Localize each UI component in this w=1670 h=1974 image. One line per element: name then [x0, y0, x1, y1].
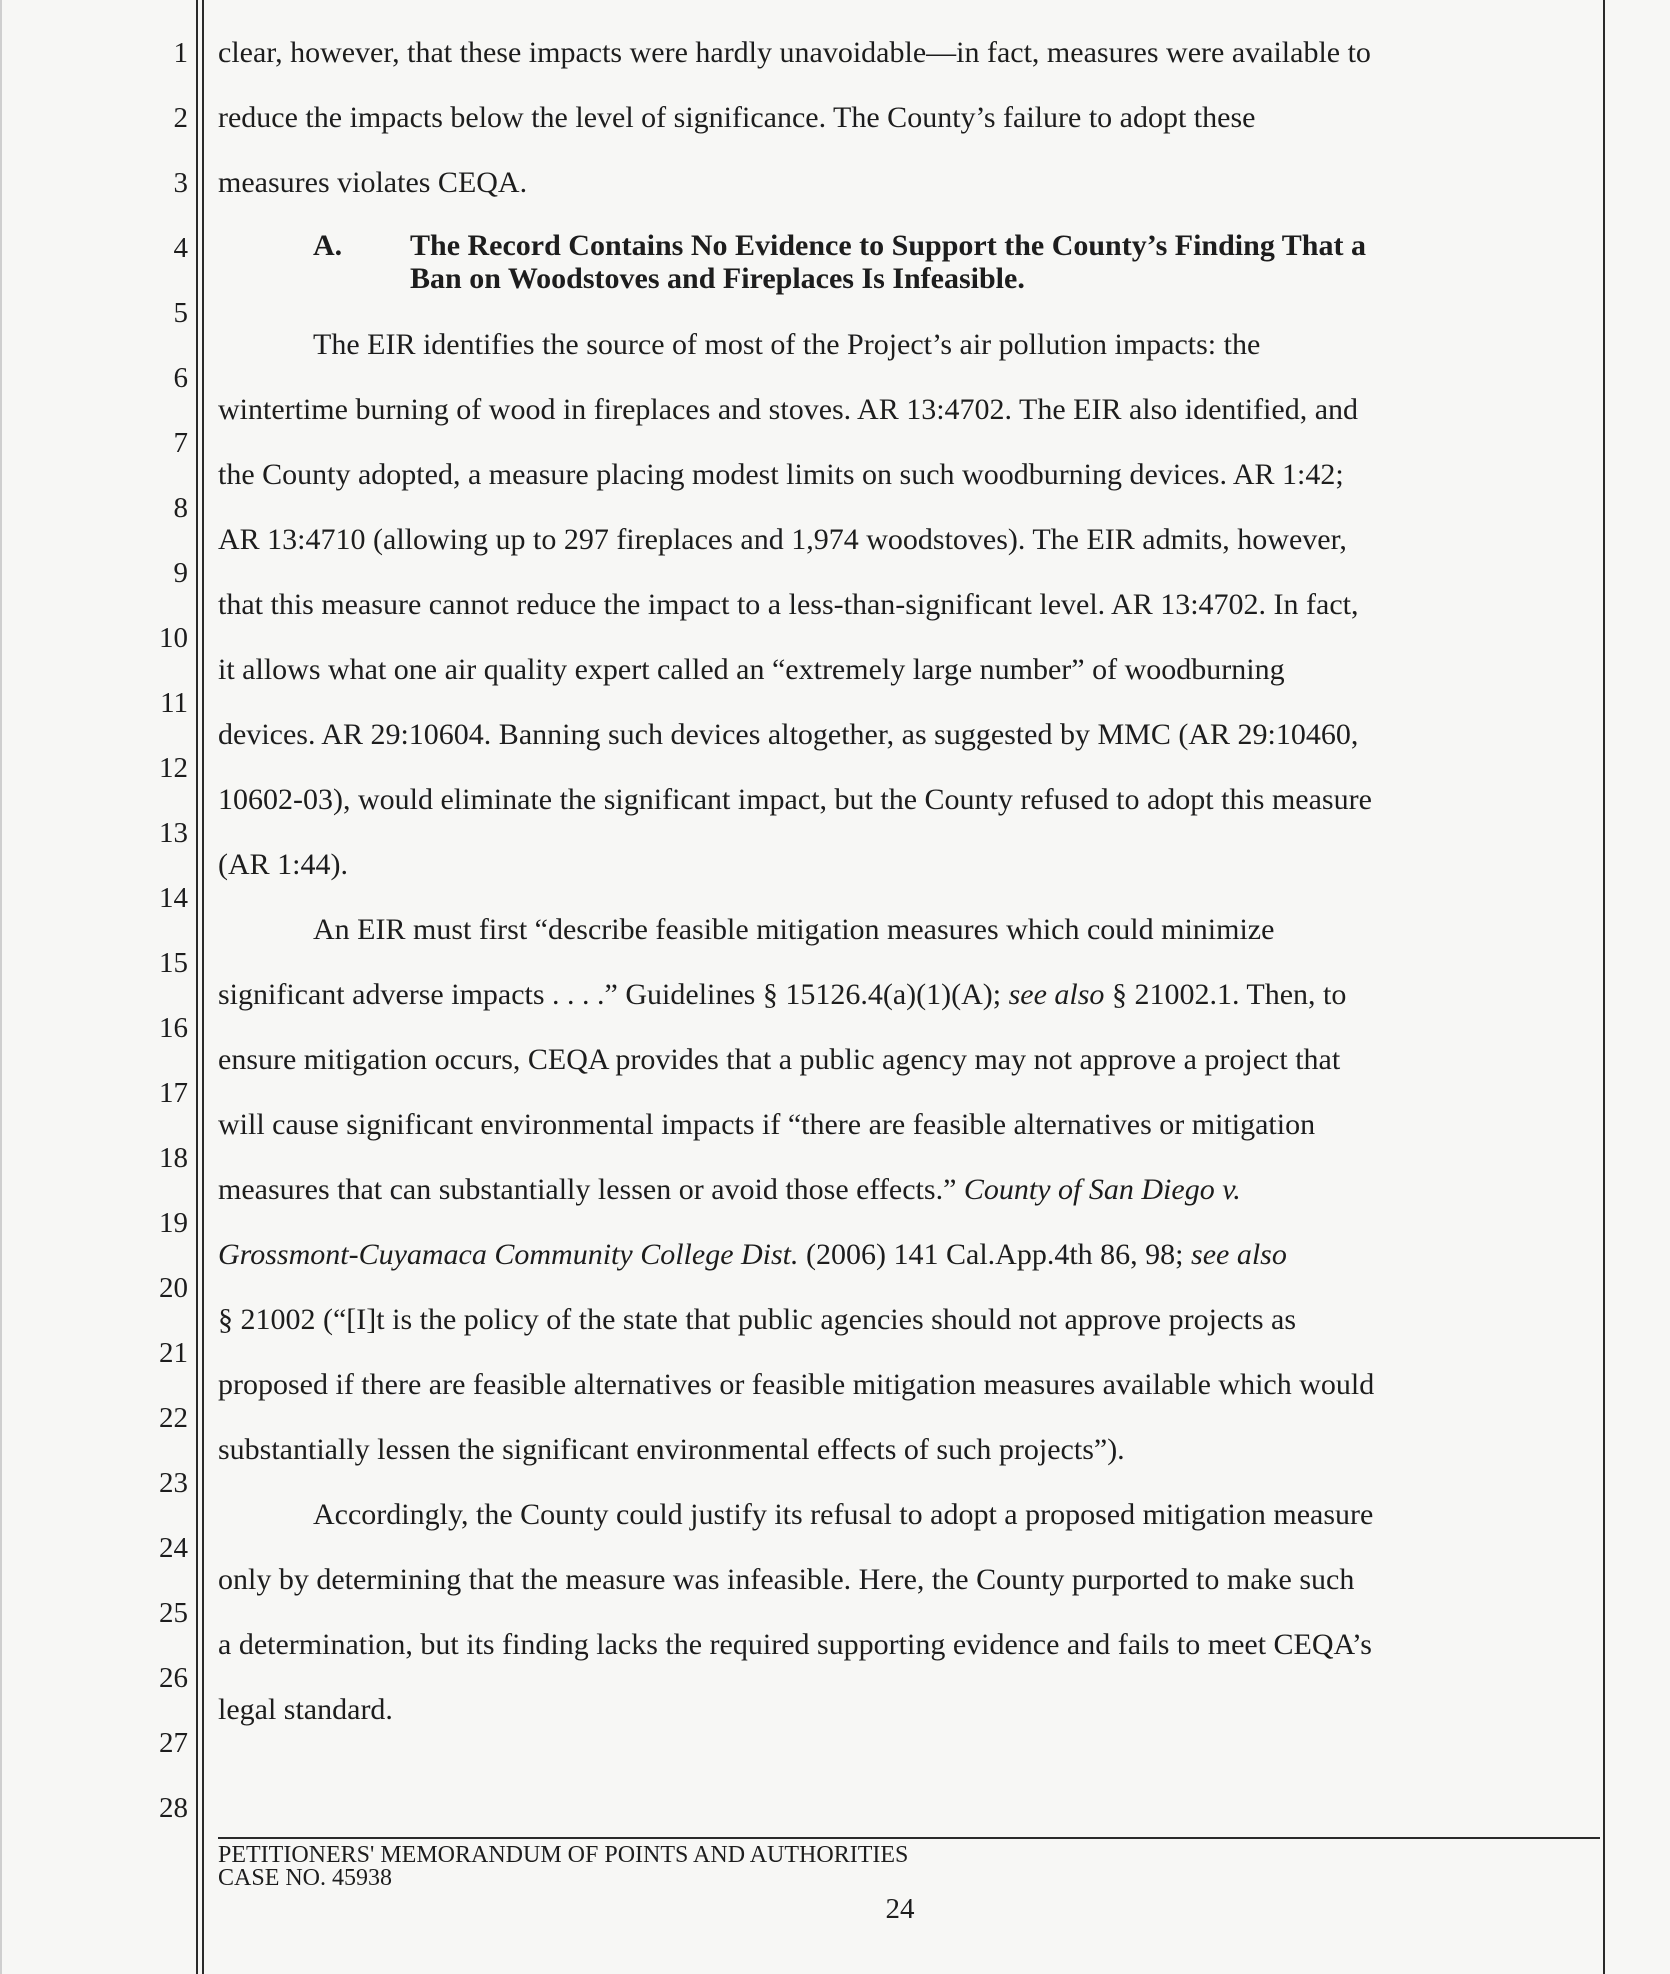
line-number: 5 — [173, 297, 188, 329]
text-line — [218, 1172, 1241, 1208]
text-line: proposed if there are feasible alternatives or feasible mitigation measures available which would — [218, 1368, 1375, 1401]
line-number: 28 — [159, 1792, 188, 1824]
italic-signal: see also — [1008, 978, 1105, 1011]
case-name: Grossmont-Cuyamaca Community College Dist. — [218, 1238, 799, 1271]
italic-signal: see also — [1191, 1238, 1287, 1271]
heading-letter: A. — [313, 229, 343, 262]
line-number: 3 — [173, 167, 188, 199]
page-edge — [0, 0, 2, 1974]
line-number: 7 — [173, 427, 188, 459]
text-line: ensure mitigation occurs, CEQA provides that a public agency may not approve a project that — [218, 1043, 1341, 1076]
text-line: a determination, but its finding lacks the required supporting evidence and fails to meet CEQA’s — [218, 1628, 1372, 1661]
case-name: County of San Diego v. — [963, 1173, 1241, 1206]
line-number: 1 — [173, 37, 188, 69]
line-number: 12 — [159, 752, 188, 784]
line-number: 22 — [159, 1402, 188, 1434]
text-line: 10602-03), would eliminate the significant impact, but the County refused to adopt this measure — [218, 783, 1372, 816]
heading-line: Ban on Woodstoves and Fireplaces Is Infeasible. — [410, 262, 1025, 295]
line-number: 17 — [159, 1077, 188, 1109]
text-line: legal standard. — [218, 1693, 393, 1726]
line-number: 19 — [159, 1207, 188, 1239]
footer-rule — [218, 1837, 1600, 1839]
line-number: 21 — [159, 1337, 188, 1369]
text-line: that this measure cannot reduce the impact to a less-than-significant level. AR 13:4702. In fact, — [218, 588, 1359, 621]
text-line: it allows what one air quality expert called an “extremely large number” of woodburning — [218, 653, 1285, 686]
text-line: An EIR must first “describe feasible mitigation measures which could minimize — [313, 913, 1275, 946]
line-number: 23 — [159, 1467, 188, 1499]
text-line: reduce the impacts below the level of significance. The County’s failure to adopt these — [218, 101, 1256, 134]
footer-case-number: CASE NO. 45938 — [218, 1865, 393, 1891]
text-line: Accordingly, the County could justify its refusal to adopt a proposed mitigation measure — [313, 1498, 1374, 1531]
text-line: The EIR identifies the source of most of the Project’s air pollution impacts: the — [313, 328, 1261, 361]
left-margin-rule — [196, 0, 198, 1974]
line-number: 14 — [159, 882, 188, 914]
line-number: 20 — [159, 1272, 188, 1304]
right-margin-rule — [1603, 0, 1605, 1974]
line-number: 2 — [173, 102, 188, 134]
text-line: measures violates CEQA. — [218, 166, 528, 199]
line-number: 11 — [160, 687, 188, 719]
line-number: 26 — [159, 1662, 188, 1694]
line-number: 13 — [159, 817, 188, 849]
line-number: 16 — [159, 1012, 188, 1044]
line-number: 4 — [173, 232, 188, 264]
line-number: 25 — [159, 1597, 188, 1629]
page-number: 24 — [885, 1893, 915, 1925]
text-line: substantially lessen the significant environmental effects of such projects”). — [218, 1433, 1125, 1466]
line-number: 10 — [159, 622, 188, 654]
line-number: 24 — [159, 1532, 188, 1564]
heading-line: The Record Contains No Evidence to Support the County’s Finding That a — [410, 229, 1366, 262]
footer-title: PETITIONERS' MEMORANDUM OF POINTS AND AUTHORITIES — [218, 1842, 909, 1868]
text-line: AR 13:4710 (allowing up to 297 fireplaces and 1,974 woodstoves). The EIR admits, however, — [218, 523, 1347, 556]
text-line: (AR 1:44). — [218, 848, 348, 881]
text-span: significant adverse impacts . . . .” Guidelines § 15126.4(a)(1)(A); — [218, 978, 1009, 1011]
text-line: will cause significant environmental impacts if “there are feasible alternatives or mitigation — [218, 1108, 1316, 1141]
text-line — [218, 977, 1346, 1013]
text-line — [218, 1237, 1287, 1273]
text-span: measures that can substantially lessen or avoid those effects.” — [218, 1173, 964, 1206]
text-span: § 21002.1. Then, to — [1104, 978, 1347, 1011]
text-line: wintertime burning of wood in fireplaces and stoves. AR 13:4702. The EIR also identified, and — [218, 393, 1359, 426]
text-line: only by determining that the measure was infeasible. Here, the County purported to make such — [218, 1563, 1355, 1596]
line-number: 18 — [159, 1142, 188, 1174]
line-number: 15 — [159, 947, 188, 979]
line-number: 6 — [173, 362, 188, 394]
text-line: § 21002 (“[I]t is the policy of the state that public agencies should not approve projects as — [218, 1303, 1297, 1336]
line-number: 27 — [159, 1727, 188, 1759]
left-margin-rule-inner — [202, 0, 204, 1974]
line-number: 9 — [173, 557, 188, 589]
line-number: 8 — [173, 492, 188, 524]
text-span: (2006) 141 Cal.App.4th 86, 98; — [798, 1238, 1192, 1271]
text-line: clear, however, that these impacts were hardly unavoidable—in fact, measures were available to — [218, 36, 1371, 69]
text-line: the County adopted, a measure placing modest limits on such woodburning devices. AR 1:42; — [218, 458, 1344, 491]
text-line: devices. AR 29:10604. Banning such devices altogether, as suggested by MMC (AR 29:10460, — [218, 718, 1359, 751]
